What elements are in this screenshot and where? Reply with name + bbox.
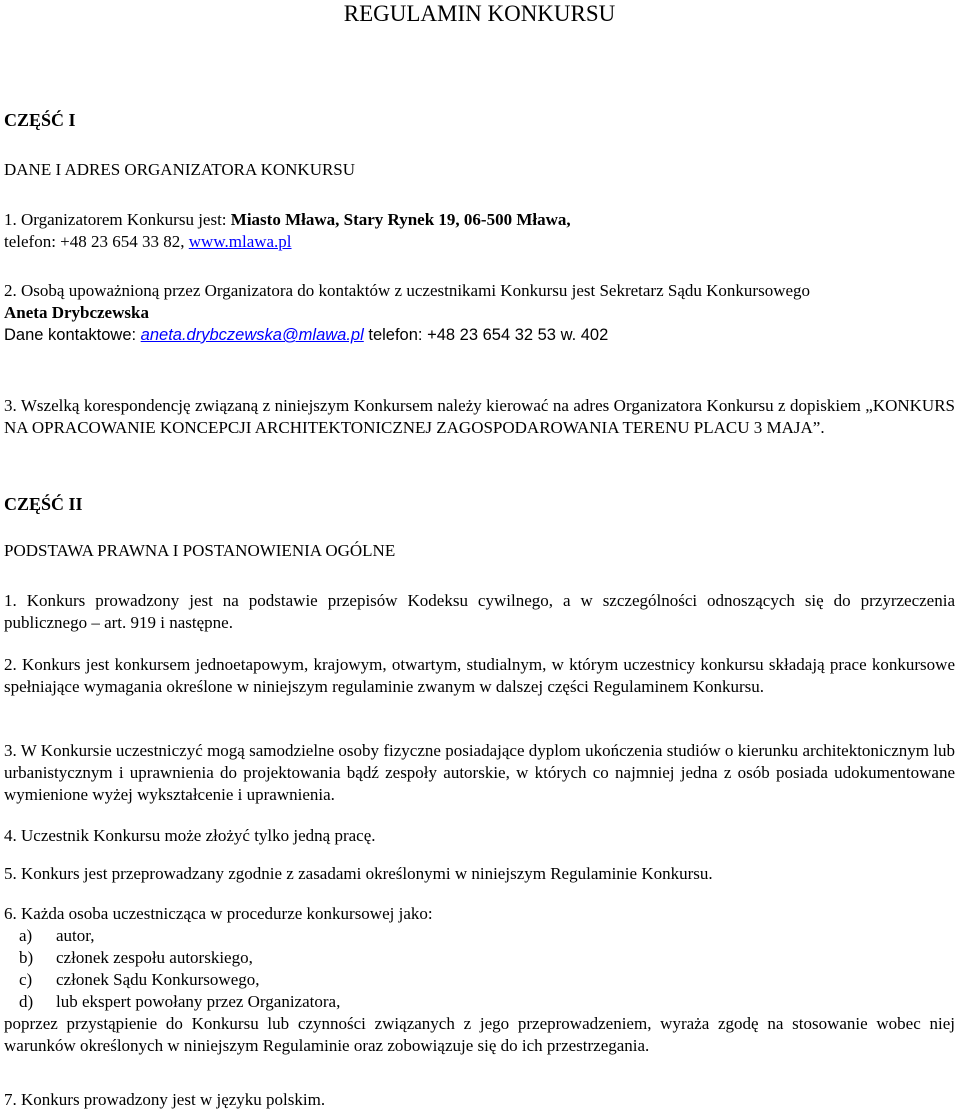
part-2-item-6: [4, 903, 955, 1057]
part-1-heading: CZĘŚĆ I: [4, 110, 76, 130]
list-item: [4, 925, 955, 947]
part-2-item-5: 5. Konkurs jest przeprowadzany zgodnie z zasadami określonymi w niniejszym Regulaminie Konkursu.: [4, 864, 713, 883]
organizer-website-link[interactable]: www.mlawa.pl: [188, 232, 292, 251]
contact-phone: telefon: +48 23 654 32 53 w. 402: [363, 326, 609, 344]
document-title: REGULAMIN KONKURSU: [343, 1, 616, 26]
part-2-item-2: 2. Konkurs jest konkursem jednoetapowym, krajowym, otwartym, studialnym, w którym uczestnicy konkursu składają prace konkursowe spełniające wymagania określone w niniejszym regulaminie zwanym w dalszej części Regulaminem Konkursu.: [4, 655, 955, 696]
part-2-item-7: 7. Konkurs prowadzony jest w języku polskim.: [4, 1090, 326, 1109]
part-2-heading: CZĘŚĆ II: [4, 494, 83, 514]
list-item: [4, 991, 955, 1013]
part-2-item-4: 4. Uczestnik Konkursu może złożyć tylko jedną pracę.: [4, 826, 376, 845]
contact-person-name: Aneta Drybczewska: [4, 303, 149, 322]
part-1-item-3: 3. Wszelką korespondencję związaną z niniejszym Konkursem należy kierować na adres Organizatora Konkursu z dopiskiem „KONKURS NA OPRACOWANIE KONCEPCJI ARCHITEKTONICZNEJ ZAGOSPODAROWANIA TERENU PLACU 3 MAJA”.: [4, 396, 955, 437]
part-1-item-1: [4, 209, 955, 253]
part-2-item-3: 3. W Konkursie uczestniczyć mogą samodzielne osoby fizyczne posiadające dyplom ukończenia studiów o kierunku architektonicznym lub urbanistycznym i uprawnienia do projektowania bądź zespoły autorskie, w których co najmniej jedna z osób posiada udokumentowane wymienione wyżej wykształcenie i uprawnienia.: [4, 741, 955, 804]
list-item: [4, 947, 955, 969]
part-1-section-title: DANE I ADRES ORGANIZATORA KONKURSU: [4, 160, 356, 179]
item-6-tail: poprzez przystąpienie do Konkursu lub czynności związanych z jego przeprowadzeniem, wyraża zgodę na stosowanie wobec niej warunków określonych w niniejszym Regulaminie oraz zobowiązuje się do ich przestrzegania.: [4, 1014, 955, 1055]
organizer-lead: 1. Organizatorem Konkursu jest:: [4, 210, 231, 229]
list-marker: c): [19, 970, 33, 989]
list-item-text: członek zespołu autorskiego,: [56, 948, 253, 967]
list-item-text: lub ekspert powołany przez Organizatora,: [56, 992, 341, 1011]
list-item-text: autor,: [56, 926, 95, 945]
organizer-phone: telefon: +48 23 654 33 82,: [4, 232, 189, 251]
list-item: [4, 969, 955, 991]
list-marker: a): [19, 926, 33, 945]
part-2-item-1: 1. Konkurs prowadzony jest na podstawie przepisów Kodeksu cywilnego, a w szczególności odnoszących się do przyrzeczenia publicznego – art. 919 i następne.: [4, 591, 955, 632]
contact-person-text: 2. Osobą upoważnioną przez Organizatora do kontaktów z uczestnikami Konkursu jest Sekretarz Sądu Konkursowego: [4, 281, 811, 300]
part-2-section-title: PODSTAWA PRAWNA I POSTANOWIENIA OGÓLNE: [4, 541, 396, 560]
item-6-lead: 6. Każda osoba uczestnicząca w procedurze konkursowej jako:: [4, 904, 433, 923]
list-marker: d): [19, 992, 34, 1011]
part-1-item-2: [4, 280, 955, 346]
list-item-text: członek Sądu Konkursowego,: [56, 970, 260, 989]
organizer-name: Miasto Mława, Stary Rynek 19, 06-500 Mława,: [230, 210, 571, 229]
contact-label: Dane kontaktowe:: [4, 326, 141, 344]
contact-email-link[interactable]: aneta.drybczewska@mlawa.pl: [140, 326, 364, 344]
list-marker: b): [19, 948, 34, 967]
